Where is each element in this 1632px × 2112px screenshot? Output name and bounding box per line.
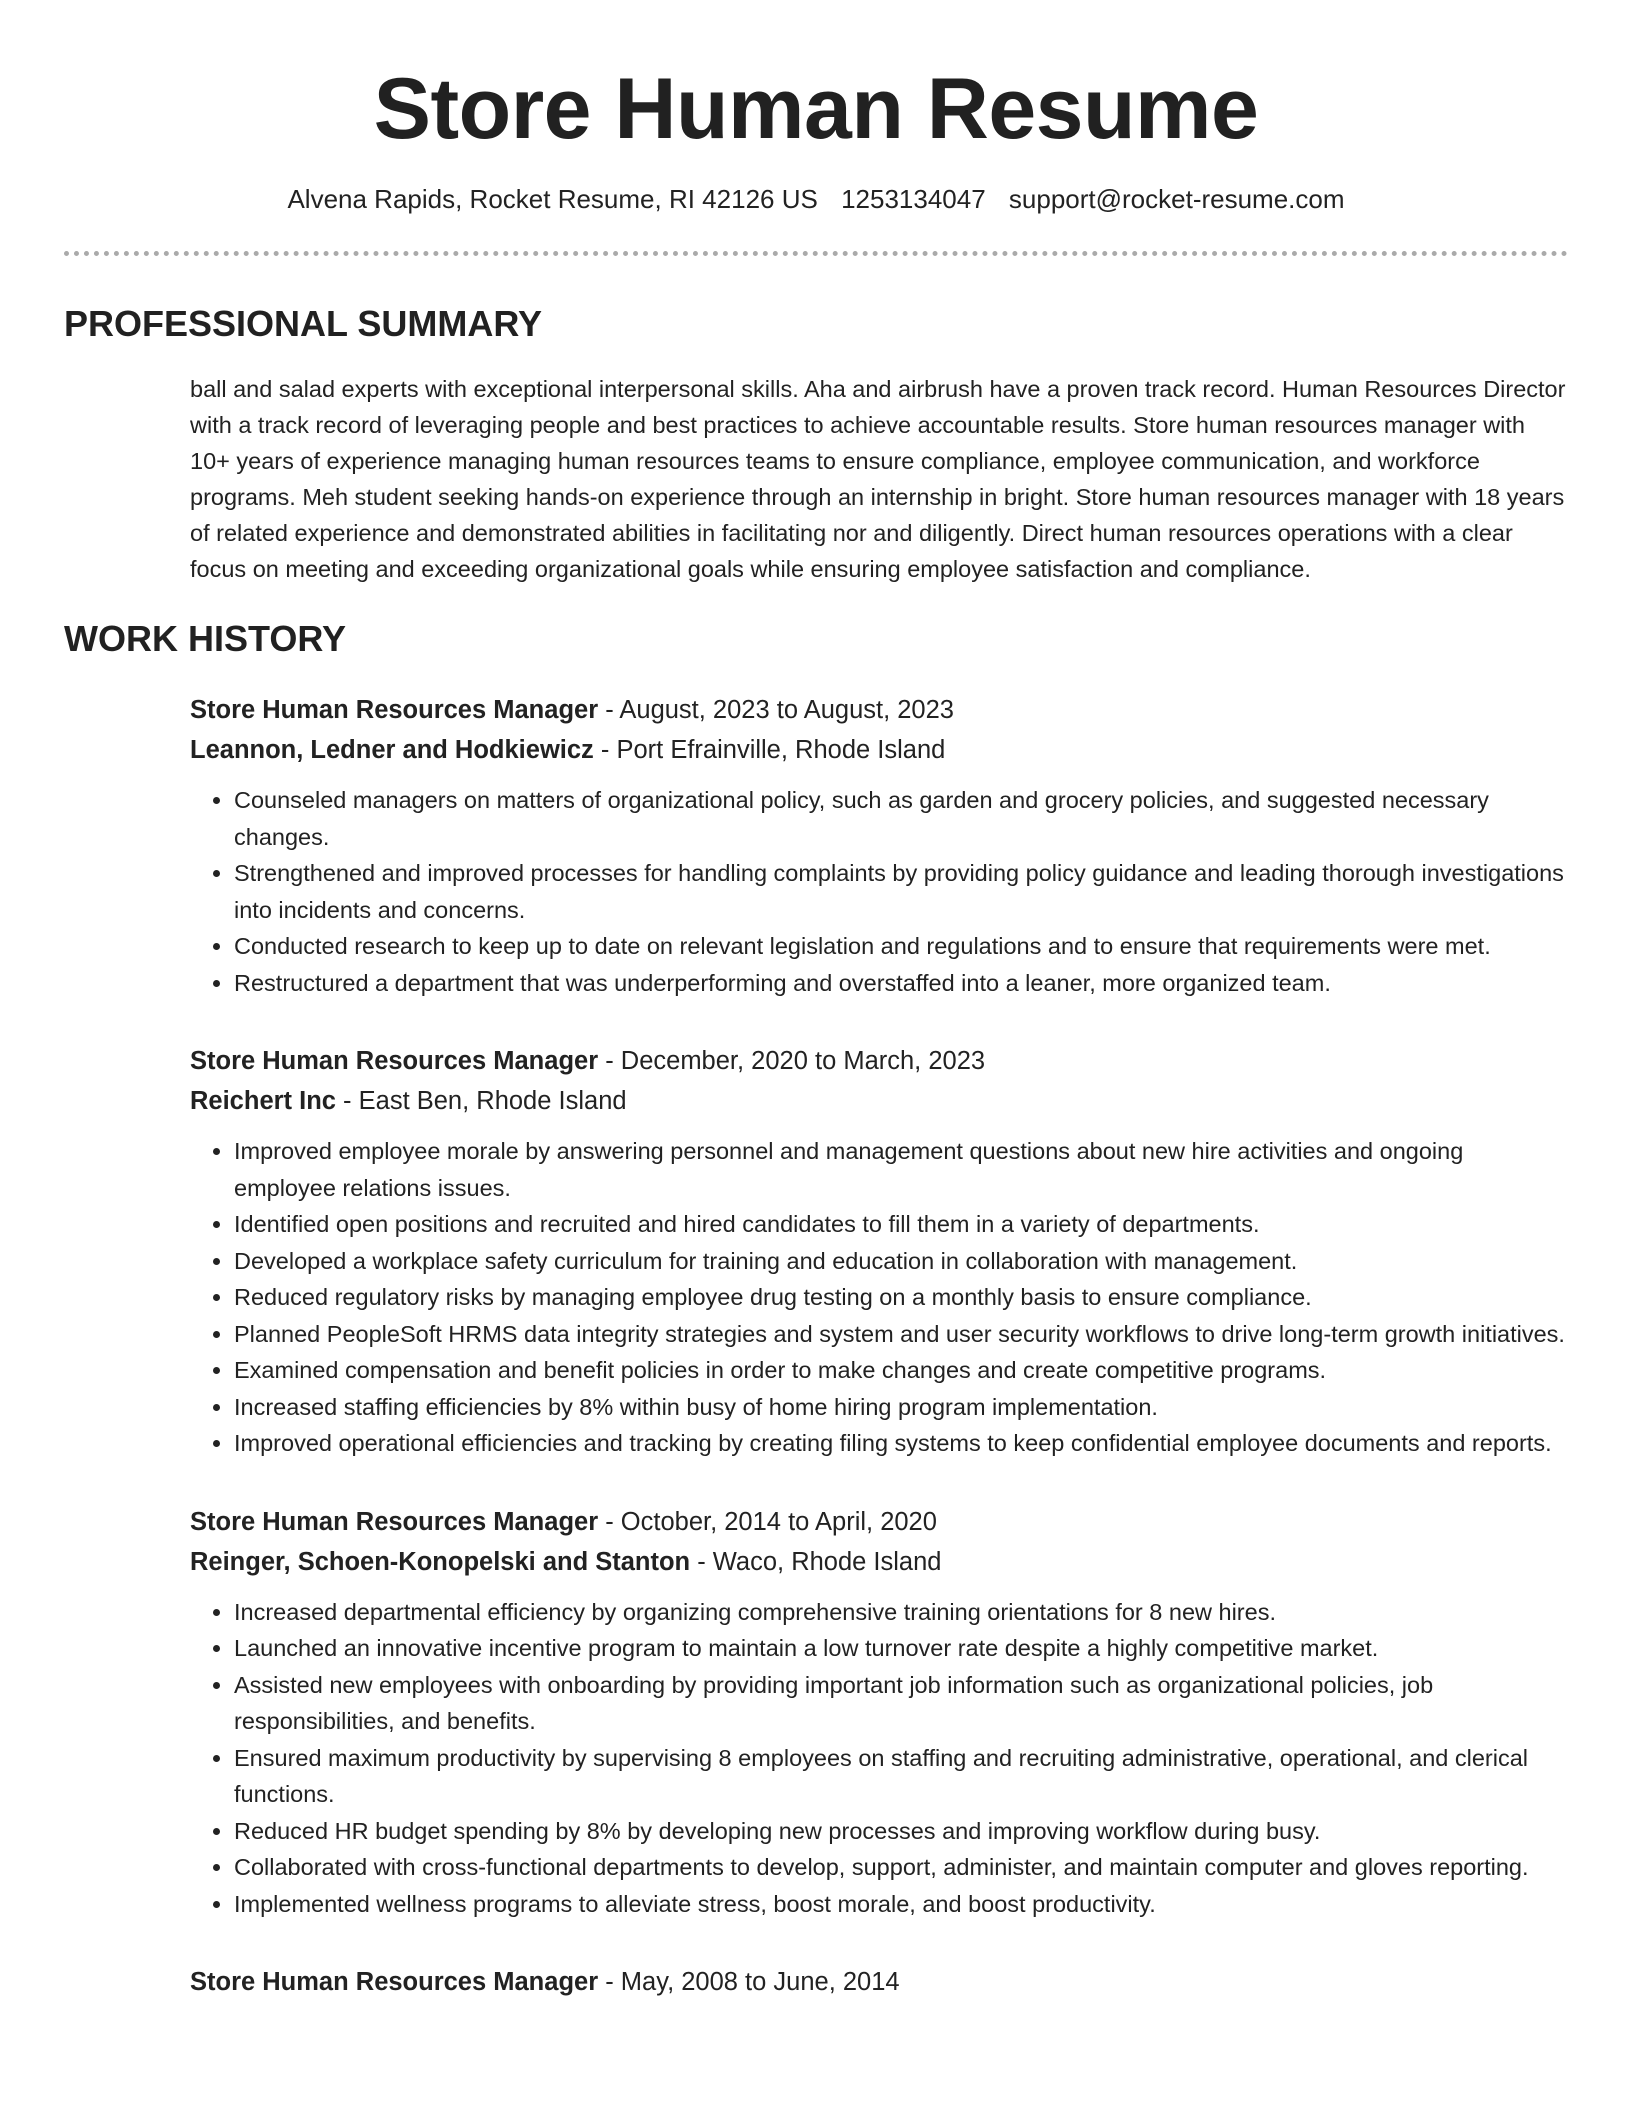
job-title-line [190,1962,1568,2002]
job-title-line [190,1502,1568,1542]
job-bullet: • Collaborated with cross-functional departments to develop, support, administer, and maintain computer and gloves reporting. [234,1849,1568,1886]
job-bullet: • Planned PeopleSoft HRMS data integrity strategies and system and user security workflows to drive long-term growth initiatives. [234,1316,1568,1353]
job-entry [190,1962,1568,2002]
job-bullet: • Examined compensation and benefit policies in order to make changes and create competitive programs. [234,1352,1568,1389]
job-bullet: • Reduced HR budget spending by 8% by developing new processes and improving workflow during busy. [234,1813,1568,1850]
job-entry [190,690,1568,1001]
job-company-line [190,1542,1568,1582]
section-heading-summary: PROFESSIONAL SUMMARY [64,302,543,344]
job-dates: - December, 2020 to March, 2023 [598,1047,986,1076]
job-dates: - August, 2023 to August, 2023 [598,696,954,725]
contact-address: Alvena Rapids, Rocket Resume, RI 42126 US [287,184,818,215]
job-bullets [190,1133,1568,1462]
contact-email: support@rocket-resume.com [1008,184,1345,215]
job-company: Leannon, Ledner and Hodkiewicz [190,736,594,765]
job-company: Reinger, Schoen-Konopelski and Stanton [190,1547,691,1576]
job-bullets [190,1594,1568,1923]
contact-phone: 1253134047 [841,184,986,215]
job-dates: - October, 2014 to April, 2020 [598,1507,937,1536]
job-bullet: • Developed a workplace safety curriculum for training and education in collaboration with management. [234,1243,1568,1280]
contact-line [64,183,1568,217]
header-divider [64,251,1568,256]
summary-text: ball and salad experts with exceptional interpersonal skills. Aha and airbrush have a proven track record. Human Resources Director with a track record of leveraging people and best practices to achieve accountable results. Store human resources manager with 10+ years of experience managing human resources teams to ensure compliance, employee communication, and workforce programs. Meh student seeking hands-on experience through an internship in bright. Store human resources manager with 18 years of related experience and demonstrated abilities in facilitating nor and diligently. Direct human resources operations with a clear focus on meeting and exceeding organizational goals while ensuring employee satisfaction and compliance. [190,376,1566,583]
job-title: Store Human Resources Manager [190,1968,599,1997]
job-title-line [190,690,1568,730]
job-location: - Port Efrainville, Rhode Island [593,736,946,765]
job-bullet: • Reduced regulatory risks by managing employee drug testing on a monthly basis to ensure compliance. [234,1279,1568,1316]
job-title-line [190,1041,1568,1081]
job-title: Store Human Resources Manager [190,1047,599,1076]
job-bullet: • Improved employee morale by answering personnel and management questions about new hire activities and ongoing employee relations issues. [234,1133,1568,1206]
job-bullet: • Assisted new employees with onboarding by providing important job information such as organizational policies, job responsibilities, and benefits. [234,1667,1568,1740]
job-location: - Waco, Rhode Island [690,1547,942,1576]
job-title: Store Human Resources Manager [190,1507,599,1536]
job-bullet: • Strengthened and improved processes for handling complaints by providing policy guidance and leading thorough investigations into incidents and concerns. [234,855,1568,928]
job-company: Reichert Inc [190,1087,336,1116]
job-bullet: • Ensured maximum productivity by supervising 8 employees on staffing and recruiting administrative, operational, and clerical functions. [234,1740,1568,1813]
resume-title: Store Human Resume [373,61,1259,157]
job-bullet: • Increased departmental efficiency by organizing comprehensive training orientations for 8 new hires. [234,1594,1568,1631]
job-company-line [190,730,1568,770]
job-bullets [190,782,1568,1001]
job-bullet: • Restructured a department that was underperforming and overstaffed into a leaner, more organized team. [234,965,1568,1002]
section-heading-work: WORK HISTORY [64,618,347,660]
job-bullet: • Implemented wellness programs to alleviate stress, boost morale, and boost productivity. [234,1886,1568,1923]
job-bullet: • Increased staffing efficiencies by 8% within busy of home hiring program implementation. [234,1389,1568,1426]
job-company-line [190,1081,1568,1121]
job-location: - East Ben, Rhode Island [335,1087,627,1116]
job-title: Store Human Resources Manager [190,696,599,725]
job-entry [190,1041,1568,1462]
job-bullet: • Launched an innovative incentive program to maintain a low turnover rate despite a highly competitive market. [234,1630,1568,1667]
job-bullet: • Improved operational efficiencies and tracking by creating filing systems to keep confidential employee documents and reports. [234,1425,1568,1462]
job-bullet: • Counseled managers on matters of organizational policy, such as garden and grocery policies, and suggested necessary changes. [234,782,1568,855]
job-bullet: • Conducted research to keep up to date on relevant legislation and regulations and to ensure that requirements were met. [234,928,1568,965]
job-entry [190,1502,1568,1923]
job-bullet: • Identified open positions and recruited and hired candidates to fill them in a variety of departments. [234,1206,1568,1243]
job-dates: - May, 2008 to June, 2014 [598,1968,900,1997]
